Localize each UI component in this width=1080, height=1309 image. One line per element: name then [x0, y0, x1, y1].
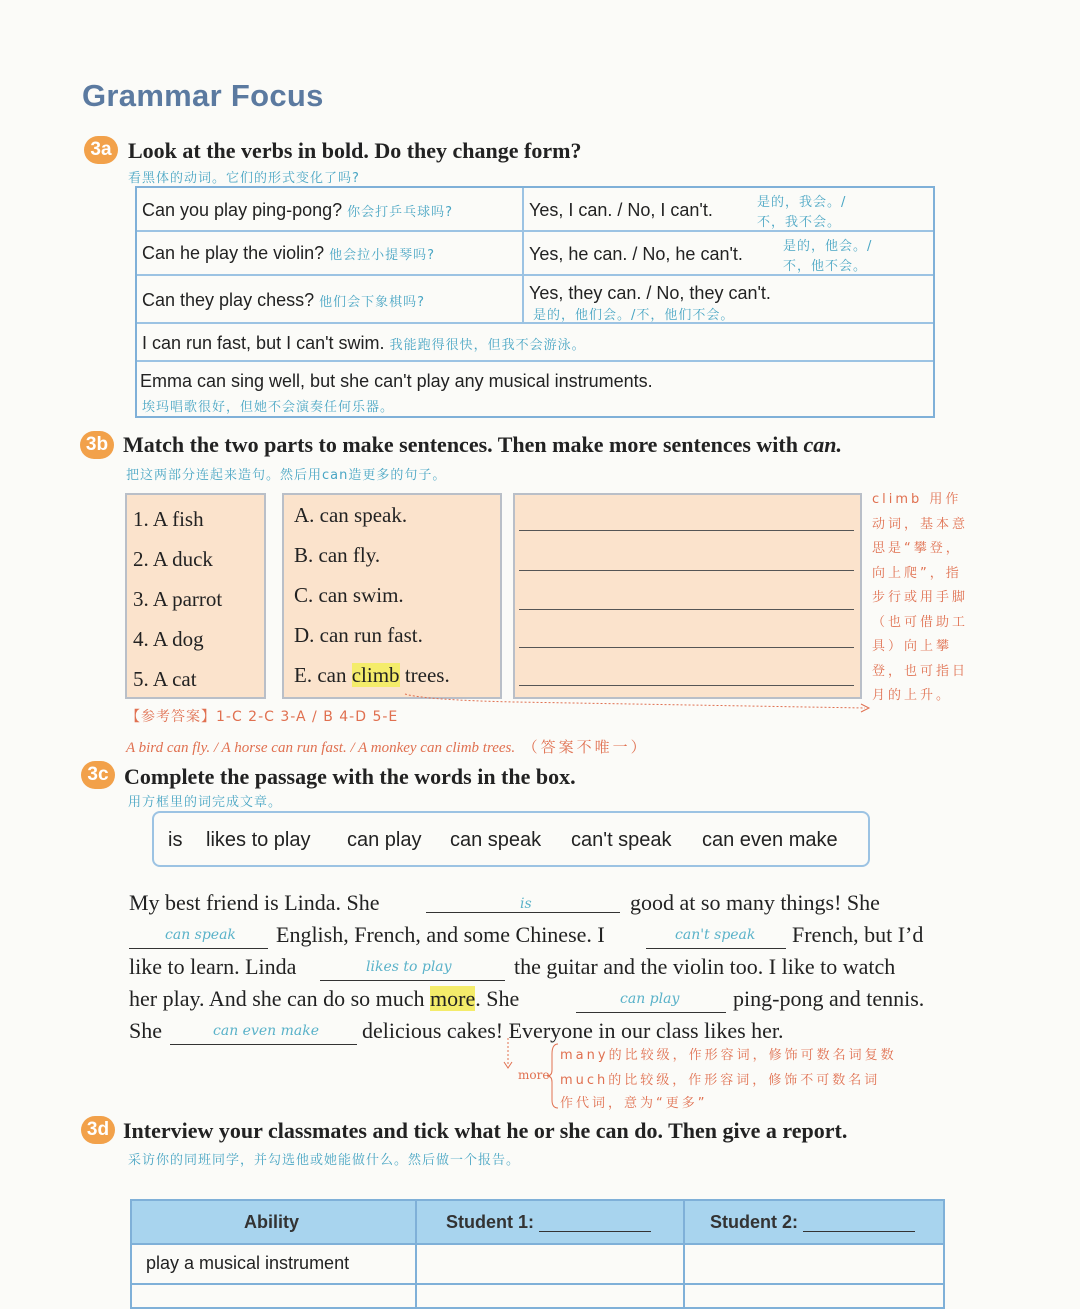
section-badge-3d: 3d	[81, 1116, 115, 1144]
list-item: A. can speak.	[294, 503, 408, 527]
list-item: E. can climb trees.	[294, 663, 450, 687]
word-box	[152, 811, 870, 867]
column-header-ability: Ability	[244, 1212, 300, 1232]
list-item: B. can fly.	[294, 543, 381, 567]
word-option: likes to play	[206, 829, 311, 851]
note-pointer-arrow	[395, 690, 875, 714]
column-header-student1: Student 1:	[446, 1212, 534, 1232]
table-row-ability: play a musical instrument	[146, 1253, 350, 1273]
table-cell-sentence: Emma can sing well, but she can't play any musical instruments.	[140, 371, 653, 391]
column-header-student2: Student 2:	[710, 1212, 798, 1232]
passage-text: French, but I’d	[792, 922, 924, 947]
table-cell-answer-cn: 是的，我会。/	[757, 195, 847, 210]
section-heading-3b: Match the two parts to make sentences. Then make more sentences with can.	[123, 432, 842, 457]
section-cn-3d: 采访你的同班同学，并勾选他或她能做什么。然后做一个报告。	[128, 1153, 521, 1168]
answer-key: 【参考答案】1-C 2-C 3-A / B 4-D 5-E	[126, 709, 399, 725]
list-item: C. can swim.	[294, 583, 404, 607]
passage-text: delicious cakes! Everyone in our class likes her.	[362, 1018, 784, 1043]
list-item: 2. A duck	[133, 547, 213, 571]
passage-text: English, French, and some Chinese. I	[276, 922, 605, 947]
more-sentences: A bird can fly. / A horse can run fast. / A monkey can climb trees. （答案不唯一）	[126, 738, 649, 756]
table-row	[137, 232, 933, 276]
section-badge-3a: 3a	[84, 136, 118, 164]
more-note: much的比较级，作形容词，修饰不可数名词	[560, 1073, 881, 1088]
blank-answer: can't speak	[675, 927, 756, 943]
writing-line[interactable]	[519, 609, 854, 610]
tick-cell-student1[interactable]	[417, 1245, 681, 1283]
blank-answer: can even make	[213, 1023, 319, 1039]
passage-text: She	[129, 1018, 162, 1043]
passage-text: the guitar and the violin too. I like to watch	[514, 954, 896, 979]
table-cell-sentence: I can run fast, but I can't swim. 我能跑得很快，但我不会游泳。	[142, 333, 586, 353]
more-note: many的比较级，作形容词，修饰可数名词复数	[560, 1048, 897, 1063]
page-title: Grammar Focus	[82, 78, 324, 113]
grammar-table-3a	[135, 186, 935, 418]
word-option: can play	[347, 829, 422, 851]
table-cell-answer-cn: 不，我不会。	[757, 215, 842, 230]
table-cell-answer-cn: 不，他不会。	[783, 259, 868, 274]
table-cell-answer: Yes, they can. / No, they can't.	[529, 283, 771, 303]
list-item: 3. A parrot	[133, 587, 223, 611]
section-heading-3d: Interview your classmates and tick what he or she can do. Then give a report.	[123, 1118, 848, 1143]
table-row	[137, 362, 933, 418]
tick-cell-student2[interactable]	[685, 1245, 943, 1283]
table-cell-question: Can he play the violin? 他会拉小提琴吗?	[142, 243, 436, 263]
climb-note: climb 用作动词，基本意思是“攀登，向上爬”，指步行或用手脚（也可借助工具）向上攀登，也可指日月的上升。	[872, 492, 969, 703]
student2-name-blank[interactable]	[803, 1231, 915, 1232]
word-option: can speak	[450, 829, 542, 851]
table-row	[137, 324, 933, 362]
section-cn-3c: 用方框里的词完成文章。	[128, 795, 283, 810]
section-badge-3c: 3c	[81, 761, 115, 789]
more-label: more	[518, 1068, 550, 1082]
table-row	[137, 188, 933, 232]
writing-line[interactable]	[519, 530, 854, 531]
writing-line[interactable]	[519, 685, 854, 686]
interview-table	[130, 1199, 945, 1309]
match-right-box	[282, 493, 502, 699]
section-badge-3b: 3b	[80, 431, 114, 459]
writing-line[interactable]	[519, 647, 854, 648]
passage-text: good at so many things! She	[630, 890, 880, 915]
table-cell-answer-cn: 是的，他们会。/不，他们不会。	[533, 308, 735, 323]
table-cell-answer: Yes, I can. / No, I can't.	[529, 200, 713, 220]
section-cn-3b: 把这两部分连起来造句。然后用can造更多的句子。	[126, 468, 447, 483]
section-heading-3c: Complete the passage with the words in the box.	[124, 764, 576, 789]
passage-text: her play. And she can do so much more. She	[129, 986, 520, 1011]
table-cell-question: Can you play ping-pong? 你会打乒乓球吗?	[142, 200, 454, 220]
list-item: 1. A fish	[133, 507, 204, 531]
student1-name-blank[interactable]	[539, 1231, 651, 1232]
list-item: 5. A cat	[133, 667, 197, 691]
section-cn-3a: 看黑体的动词。它们的形式变化了吗?	[128, 171, 360, 186]
table-cell-sentence-cn: 埃玛唱歌很好，但她不会演奏任何乐器。	[142, 400, 395, 415]
sentence-writing-box[interactable]	[513, 493, 862, 699]
match-left-box	[125, 493, 266, 699]
more-note: 作代词，意为“更多”	[560, 1096, 708, 1111]
passage-text: My best friend is Linda. She	[129, 890, 380, 915]
word-option: can even make	[702, 829, 838, 851]
blank-answer: is	[520, 896, 532, 912]
list-item: 4. A dog	[133, 627, 204, 651]
blank-answer: likes to play	[366, 959, 452, 975]
list-item: D. can run fast.	[294, 623, 423, 647]
word-option: is	[168, 829, 183, 851]
table-cell-answer: Yes, he can. / No, he can't.	[529, 244, 743, 264]
table-row	[137, 276, 933, 324]
passage-text: like to learn. Linda	[129, 954, 297, 979]
writing-line[interactable]	[519, 570, 854, 571]
table-cell-question: Can they play chess? 他们会下象棋吗?	[142, 290, 426, 310]
table-cell-answer-cn: 是的，他会。/	[783, 239, 873, 254]
word-option: can't speak	[571, 829, 672, 851]
blank-answer: can play	[620, 991, 680, 1007]
passage-text: ping-pong and tennis.	[733, 986, 925, 1011]
section-heading-3a: Look at the verbs in bold. Do they change form?	[128, 138, 582, 163]
blank-answer: can speak	[165, 927, 236, 943]
